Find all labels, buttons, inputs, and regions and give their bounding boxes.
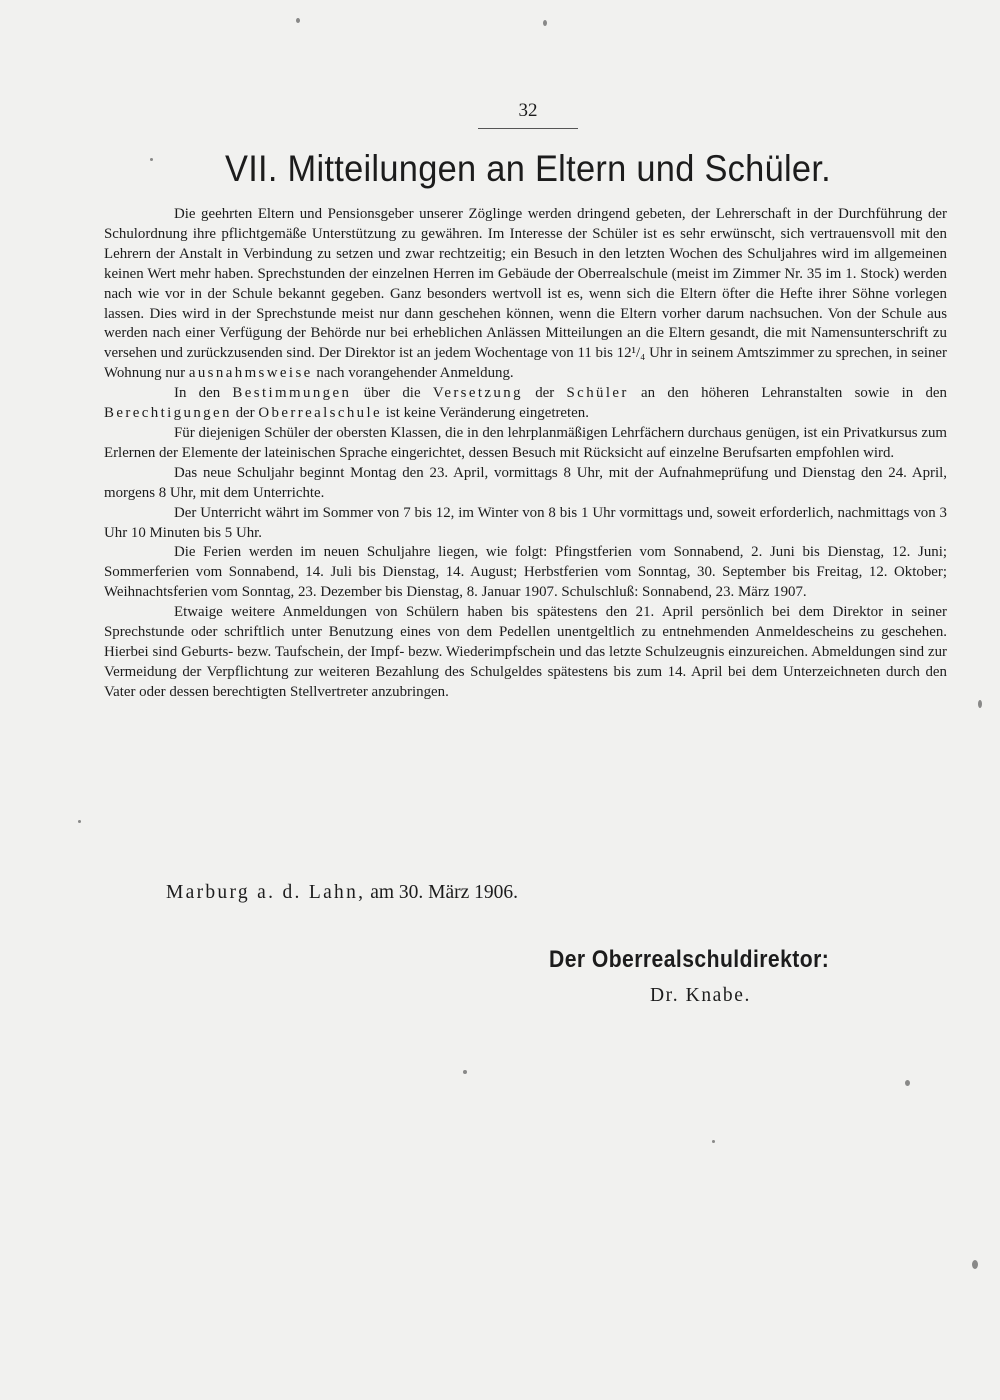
spaced-emphasis-text: Schüler — [566, 385, 629, 402]
scan-speck — [978, 700, 982, 708]
spaced-emphasis-text: Oberrealschule — [258, 405, 383, 422]
dateline — [166, 882, 518, 904]
paragraph-text: Der Unterricht währt im Sommer von 7 bis 12, im Winter von 8 bis 1 Uhr vormittags und, soweit erforderlich, nachmittags von 3 Uhr 10 Minuten bis 5 Uhr. — [104, 504, 947, 541]
paragraph-text: über die — [351, 385, 433, 402]
scan-speck — [972, 1260, 978, 1269]
paragraph — [104, 205, 947, 384]
paragraph — [104, 543, 947, 603]
paragraph — [104, 384, 947, 424]
page-number: 32 — [518, 100, 538, 121]
paragraph-text: Die Ferien werden im neuen Schuljahre liegen, wie folgt: Pfingstferien vom Sonnabend, 2. Juni bis Dienstag, 12. Juni; Sommerferien vom Sonnabend, 14. Juli bis Dienstag, 14. August; Herbstferien vom Sonntag, 30. September bis Freitag, 12. Oktober; Weihnachtsferien vom Sonntag, 23. Dezember bis Dienstag, 8. Januar 1907. Schulschluß: Sonnabend, 23. März 1907. — [104, 544, 947, 601]
paragraph-text: an den höheren Lehranstalten sowie in den — [628, 385, 947, 402]
paragraph-text: Die geehrten Eltern und Pensionsgeber unserer Zöglinge werden dringend gebeten, der Lehrerschaft in der Durchführung der Schulordnung ihre pflichtgemäße Unterstützung zu gewähren. Im Interesse der Schüler ist es sehr erwünscht, sich vertrauensvoll mit den Lehrern der Anstalt in Verbindung zu setzen und zwar rechtzeitig; ein Besuch in den letzten Wochen des Schuljahres wird im allgemeinen keinen Wert mehr haben. Sprechstunden der einzelnen Herren im Gebäude der Oberrealschule (meist im Zimmer Nr. 35 im 1. Stock) werden nach wie vor in der Schule bekannt gegeben. Ganz besonders wertvoll ist es, wenn sich die Eltern öfter die Hefte ihrer Söhne vorlegen lassen. Dies wird in der Sprechstunde meist nur dann geschehen können, wenn die Eltern vorher darum nachsuchen. Von der Schule aus werden nach einer Verfügung der Behörde nur bei erheblichen Anlässen Mitteilungen an die Eltern gesandt, die mit Namensunterschrift zu versehen und zurückzusenden sind. Der Direktor ist an jedem Wochentage von 11 bis 12¹/₄ Uhr in seinem Amtszimmer zu sprechen, in seiner Wohnung nur — [104, 206, 947, 382]
scan-speck — [712, 1140, 715, 1143]
paragraph-text: ist keine Veränderung eingetreten. — [382, 405, 589, 422]
paragraph-text: nach vorangehender Anmeldung. — [312, 365, 514, 382]
signature-name: Dr. Knabe. — [650, 985, 752, 1006]
body-text — [104, 205, 947, 703]
paragraph-text: Für diejenigen Schüler der obersten Klassen, die in den lehrplanmäßigen Lehrfächern durchaus genügen, ist ein Privatkursus zum Erlernen der Elemente der lateinischen Sprache eingerichtet, dessen Besuch mit Rücksicht auf einzelne Berufsarten empfohlen wird. — [104, 424, 947, 461]
dateline-place: Marburg a. d. Lahn, — [166, 882, 366, 903]
paragraph — [104, 464, 947, 504]
page-number-rule — [478, 128, 578, 129]
paragraph-text: Das neue Schuljahr beginnt Montag den 23. April, vormittags 8 Uhr, mit der Aufnahmeprüfung und Dienstag den 24. April, morgens 8 Uhr, mit dem Unterrichte. — [104, 464, 947, 501]
paragraph — [104, 504, 947, 544]
scan-speck — [463, 1070, 467, 1074]
dateline-date: am 30. März 1906. — [365, 882, 519, 903]
scan-speck — [78, 820, 81, 823]
scan-speck — [543, 20, 547, 26]
spaced-emphasis-text: ausnahmsweise — [188, 365, 313, 382]
scan-speck — [905, 1080, 910, 1086]
paragraph-text: der — [522, 385, 567, 402]
spaced-emphasis-text: Bestimmungen — [232, 385, 352, 402]
paragraph-text: In den — [174, 385, 233, 402]
paragraph — [104, 424, 947, 464]
paragraph-text: der — [231, 405, 259, 422]
spaced-emphasis-text: Berechtigungen — [104, 405, 232, 422]
paragraph-text: Etwaige weitere Anmeldungen von Schülern haben bis spätestens den 21. April persönlich bei dem Direktor in seiner Sprechstunde oder schriftlich unter Benutzung eines von dem Pedellen unentgeltlich zu entnehmenden Anmeldescheins zu geschehen. Hierbei sind Geburts- bezw. Taufschein, der Impf- bezw. Wiederimpfschein und das letzte Schulzeugnis einzureichen. Abmeldungen sind zur Vermeidung der Verpflichtung zur weiteren Bezahlung des Schulgeldes spätestens bis zum 14. April bei dem Unterzeichneten durch den Vater oder dessen berechtigten Stellvertreter anzubringen. — [104, 604, 947, 700]
section-title: VII. Mitteilungen an Eltern und Schüler. — [224, 148, 832, 189]
scan-speck — [296, 18, 300, 23]
signature-title: Der Oberrealschuldirektor: — [549, 946, 830, 973]
spaced-emphasis-text: Versetzung — [432, 385, 523, 402]
paragraph — [104, 603, 947, 703]
